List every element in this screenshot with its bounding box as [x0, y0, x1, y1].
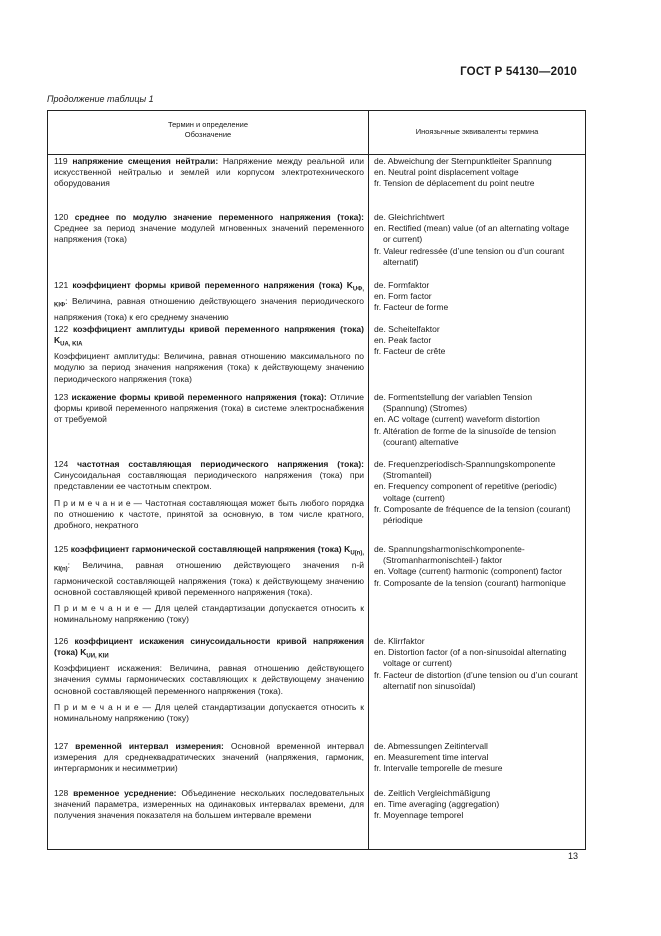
- term-cell: [54, 636, 364, 724]
- term-definition: Основной временной интервал измерения для среднеквадратических значений (напряжения, гармоник, интергармоник и несимметрии): [54, 741, 364, 774]
- term-name: коэффициент амплитуды кривой переменного напряжения (тока) K: [54, 324, 364, 346]
- term-name: коэффициент гармонической составляющей напряжения (тока) K: [70, 544, 351, 554]
- equivalent-fr: fr. Composante de fréquence de la tension (courant) périodique: [374, 503, 571, 526]
- equivalents-cell: [374, 156, 578, 190]
- equivalent-de: de. Klirrfaktor: [374, 636, 425, 646]
- equivalent-en: en. Time averaging (aggregation): [374, 799, 500, 810]
- equivalent-de: de. Abmessungen Zeitintervall: [374, 741, 488, 751]
- term-cell: [54, 392, 364, 426]
- term-cell: [54, 324, 364, 385]
- header-symbol-label: Обозначение: [184, 130, 232, 139]
- term-name: частотная составляющая периодического напряжения (тока):: [77, 459, 364, 469]
- note-text: Для целей стандартизации допускается относить к номинальному напряжению (току): [54, 603, 364, 625]
- equivalents-cell: [374, 324, 578, 358]
- term-number: 120: [54, 212, 69, 222]
- equivalent-en: en. Frequency component of repetitive (periodic) voltage (current): [374, 481, 557, 503]
- term-name: коэффициент формы кривой переменного напряжения (тока) K: [72, 280, 353, 290]
- term-cell: [54, 459, 364, 531]
- page-number: 13: [567, 851, 578, 861]
- header-equivalents: Иноязычные эквиваленты термина: [415, 127, 539, 136]
- equivalent-en: en. Voltage (current) harmonic (component) factor: [374, 566, 563, 577]
- term-symbol: UA, KIA: [60, 341, 83, 348]
- equivalent-fr: fr. Tension de déplacement du point neutre: [374, 178, 535, 189]
- term-cell: [54, 741, 364, 775]
- equivalent-en: en. Neutral point displacement voltage: [374, 167, 519, 178]
- equivalent-de: de. Gleichrichtwert: [374, 212, 445, 222]
- term-definition: Напряжение между реальной или искусственной нейтралью и землей или корпусом электротехнического оборудования: [54, 156, 364, 189]
- column-divider: [368, 111, 369, 849]
- term-definition: Объединение нескольких последовательных значений параметра, измеренных на одинаковых интервалах времени, для получения значения показателя на большем интервале времени: [54, 788, 364, 821]
- term-definition: Синусоидальная составляющая периодического напряжения (тока) при представлении ее частотным спектром.: [54, 470, 364, 492]
- equivalents-cell: [374, 280, 578, 314]
- equivalents-cell: [374, 788, 578, 822]
- equivalent-de: de. Scheitelfaktor: [374, 324, 440, 334]
- equivalent-fr: fr. Facteur de forme: [374, 302, 449, 313]
- equivalent-en: en. AC voltage (current) waveform distortion: [374, 414, 540, 425]
- equivalent-fr: fr. Facteur de crête: [374, 346, 446, 357]
- equivalent-en: en. Rectified (mean) value (of an alternating voltage or current): [374, 223, 570, 245]
- term-definition: : Величина, равная отношению действующего значения периодического напряжения (тока) к его среднему значению: [54, 295, 364, 322]
- term-number: 122: [54, 324, 69, 334]
- header-term-definition: [48, 120, 368, 140]
- term-number: 126: [54, 636, 69, 646]
- equivalent-fr: fr. Intervalle temporelle de mesure: [374, 763, 503, 774]
- equivalent-fr: fr. Moyennage temporel: [374, 810, 464, 821]
- term-name: напряжение смещения нейтрали:: [72, 156, 219, 166]
- note-label: П р и м е ч а н и е —: [54, 701, 151, 712]
- term-cell: [54, 212, 364, 246]
- terms-table: [47, 110, 586, 850]
- equivalent-de: de. Formfaktor: [374, 280, 430, 290]
- equivalent-fr: fr. Altération de forme de la sinusoïde de tension (courant) alternative: [374, 425, 556, 447]
- term-definition: Коэффициент искажения: Величина, равная отношению действующего значения суммы гармонических составляющих к действующему значению основной составляющей переменного напряжения (тока).: [54, 663, 364, 696]
- note-label: П р и м е ч а н и е —: [54, 603, 151, 614]
- term-number: 121: [54, 280, 69, 290]
- note-text: Для целей стандартизации допускается относить к номинальному напряжению (току): [54, 701, 364, 723]
- equivalent-fr: fr. Facteur de distortion (d’une tension ou d’un courant alternatif non sinusoïdal): [374, 669, 578, 691]
- note-label: П р и м е ч а н и е —: [54, 497, 143, 508]
- note-text: Частотная составляющая может быть любого порядка по отношению к частоте, принятой за основную, в том числе кратного, дробного, некратного: [54, 497, 364, 531]
- equivalent-fr: fr. Valeur redressée (d’une tension ou d’un courant alternatif): [374, 245, 565, 267]
- equivalent-en: en. Peak factor: [374, 335, 432, 346]
- equivalents-cell: [374, 741, 578, 775]
- term-cell: [54, 156, 364, 190]
- term-symbol: U(n), KI(n): [54, 550, 364, 573]
- term-number: 124: [54, 459, 69, 469]
- term-number: 123: [54, 392, 69, 402]
- equivalent-de: de. Abweichung der Sternpunktleiter Spannung: [374, 156, 552, 166]
- term-symbol: UФ, KIФ: [54, 286, 364, 309]
- equivalent-de: de. Frequenzperiodisch-Spannungskomponente (Stromanteil): [374, 459, 556, 481]
- equivalents-cell: [374, 544, 578, 589]
- term-definition: : Величина, равная отношению действующего значения n-й гармонической составляющей напряжения (тока) к действующему значению основной составляющей кривой переменного напряжения (тока).: [54, 559, 364, 597]
- equivalent-en: en. Measurement time interval: [374, 752, 489, 763]
- term-definition: Среднее за период значение модулей мгновенных значений переменного напряжения (тока): [54, 223, 364, 245]
- term-cell: [54, 280, 364, 323]
- term-name: временное усреднение:: [73, 788, 177, 798]
- term-number: 119: [54, 156, 68, 166]
- term-name: временной интервал измерения:: [75, 741, 224, 751]
- equivalent-de: de. Zeitlich Vergleichmäßigung: [374, 788, 491, 798]
- document-id: ГОСТ Р 54130—2010: [460, 66, 577, 78]
- term-cell: [54, 544, 364, 626]
- table-caption: Продолжение таблицы 1: [47, 94, 154, 104]
- header-term-label: Термин и определение: [167, 120, 249, 129]
- equivalent-en: en. Distortion factor (of a non-sinusoidal alternating voltage or current): [374, 647, 567, 669]
- equivalents-cell: [374, 636, 578, 692]
- term-cell: [54, 788, 364, 822]
- equivalent-de: de. Spannungsharmonischkomponente-(Stromanharmonischteil-) faktor: [374, 544, 525, 566]
- table-header: [48, 111, 585, 155]
- term-name: искажение формы кривой переменного напряжения (тока):: [71, 392, 327, 402]
- term-number: 128: [54, 788, 69, 798]
- equivalent-de: de. Formentstellung der variablen Tension (Spannung) (Stromes): [374, 392, 533, 414]
- term-definition: Отличие формы кривой переменного напряжения (тока) в системе электроснабжения от требуемой: [54, 392, 364, 425]
- equivalents-cell: [374, 459, 578, 526]
- term-number: 125: [54, 544, 69, 554]
- term-name: коэффициент искажения синусоидальности кривой напряжения (тока) K: [54, 636, 364, 658]
- term-definition: Коэффициент амплитуды: Величина, равная отношению максимального по модулю за период значения напряжения (тока) к действующему значению периодического напряжения (тока): [54, 351, 364, 384]
- term-number: 127: [54, 741, 69, 751]
- equivalents-cell: [374, 212, 578, 268]
- equivalent-fr: fr. Composante de la tension (courant) harmonique: [374, 577, 566, 588]
- term-name: среднее по модулю значение переменного напряжения (тока):: [74, 212, 364, 222]
- equivalent-en: en. Form factor: [374, 291, 432, 302]
- equivalents-cell: [374, 392, 578, 448]
- term-symbol: UИ, KIИ: [86, 653, 109, 660]
